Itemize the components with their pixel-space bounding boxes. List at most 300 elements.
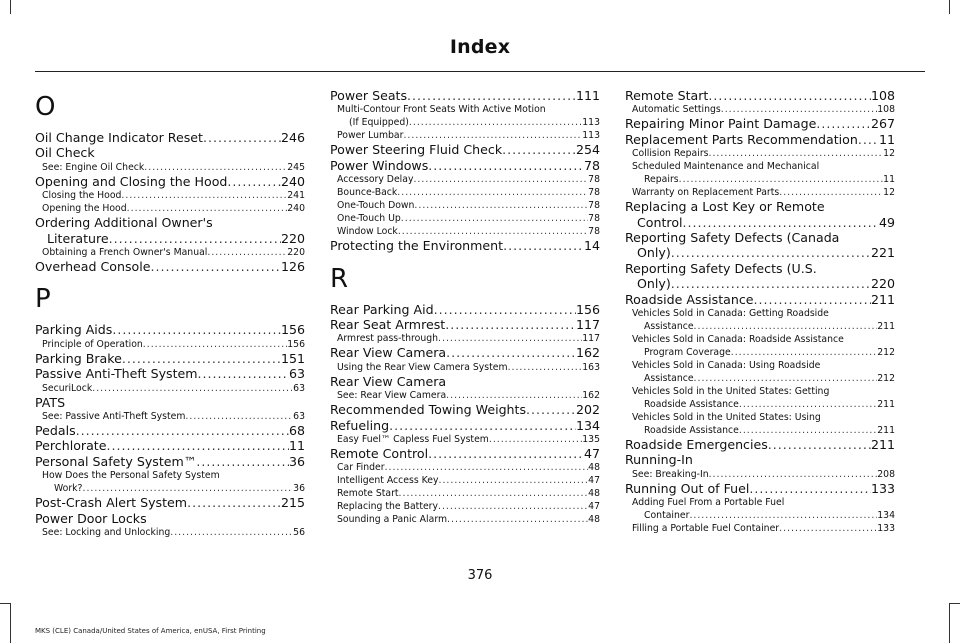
leader-dots	[399, 487, 589, 500]
entry-term: Parking Brake	[35, 350, 122, 366]
index-entry[interactable]	[625, 88, 895, 103]
print-footer: MKS (CLE) Canada/United States of America, enUSA, First Printing	[35, 627, 266, 635]
entry-page-number: 36	[288, 453, 305, 469]
entry-page-number: 211	[877, 321, 895, 333]
index-entry[interactable]	[35, 322, 305, 337]
leader-dots	[708, 88, 871, 103]
entry-term: Using the Rear View Camera System	[337, 361, 508, 373]
entry-page-number: 47	[588, 475, 600, 487]
index-entry[interactable]	[35, 423, 305, 438]
index-subentry[interactable]	[330, 186, 600, 199]
entry-term: (If Equipped)	[349, 117, 409, 129]
entry-term: See: Passive Anti-Theft System	[42, 411, 186, 423]
index-entry[interactable]	[330, 402, 600, 417]
leader-dots	[92, 382, 293, 395]
index-column-3	[625, 88, 895, 535]
index-subentry[interactable]	[330, 474, 600, 487]
entry-page-number: 163	[582, 361, 600, 373]
entry-page-number: 156	[575, 301, 600, 317]
entry-term: Power Windows	[330, 157, 429, 173]
leader-dots	[683, 215, 879, 230]
leader-dots	[721, 103, 877, 116]
entry-page-number: 267	[870, 116, 895, 132]
index-column-1	[35, 88, 305, 539]
entry-term: Closing the Hood	[42, 190, 122, 202]
entry-page-number: 162	[582, 390, 600, 402]
entry-page-number: 212	[877, 373, 895, 385]
entry-page-number: 63	[293, 411, 305, 423]
entry-page-number: 212	[877, 347, 895, 359]
entry-term: Remote Start	[337, 488, 399, 500]
index-subentry[interactable]	[35, 410, 305, 423]
entry-page-number: 211	[870, 437, 895, 453]
index-subentry[interactable]	[625, 509, 895, 522]
entry-page-number: 113	[582, 130, 600, 142]
entry-page-number: 220	[287, 247, 305, 259]
index-subentry[interactable]	[625, 346, 895, 359]
entry-term: Collision Repairs	[632, 148, 709, 160]
entry-term: Window Lock	[337, 226, 398, 238]
index-entry[interactable]: Replacing a Lost Key or Remote	[625, 199, 825, 215]
index-subentry[interactable]	[625, 372, 895, 385]
entry-page-number: 63	[293, 382, 305, 394]
index-subentry[interactable]	[35, 526, 305, 539]
index-letter-heading: O	[35, 92, 56, 122]
entry-page-number: 220	[870, 276, 895, 292]
entry-term: Armrest pass-through	[337, 333, 439, 345]
index-entry[interactable]	[625, 215, 895, 230]
entry-page-number: 151	[280, 350, 305, 366]
leader-dots	[144, 161, 287, 174]
entry-page-number: 134	[877, 510, 895, 522]
leader-dots	[749, 481, 871, 496]
index-entry[interactable]	[625, 292, 895, 307]
entry-page-number: 78	[583, 157, 600, 173]
index-subentry[interactable]: Vehicles Sold in Canada: Getting Roadside	[632, 308, 829, 320]
entry-page-number: 56	[293, 527, 305, 539]
index-subentry[interactable]	[35, 189, 305, 202]
index-letter-heading: P	[35, 284, 51, 315]
index-entry[interactable]	[330, 418, 600, 433]
leader-dots	[671, 245, 871, 260]
index-entry[interactable]	[330, 302, 600, 317]
entry-term: Refueling	[330, 417, 390, 433]
entry-term: Filling a Portable Fuel Container	[632, 523, 780, 535]
entry-term: Sounding a Panic Alarm	[337, 514, 448, 526]
entry-term: Oil Change Indicator Reset	[35, 130, 203, 145]
entry-page-number: 245	[287, 161, 305, 173]
index-subentry[interactable]	[625, 468, 895, 481]
leader-dots	[385, 461, 589, 474]
index-entry[interactable]	[35, 231, 305, 246]
index-subentry[interactable]	[330, 129, 600, 142]
entry-page-number: 48	[588, 488, 600, 500]
index-entry[interactable]: Running-In	[625, 452, 693, 468]
leader-dots	[503, 238, 584, 253]
leader-dots	[198, 366, 289, 381]
index-subentry[interactable]	[35, 482, 305, 495]
leader-dots	[122, 351, 281, 366]
entry-page-number: 211	[877, 425, 895, 437]
entry-page-number: 117	[575, 317, 600, 333]
entry-page-number: 156	[287, 338, 305, 350]
entry-term: Rear Parking Aid	[330, 301, 434, 317]
entry-term: Power Lumbar	[337, 130, 404, 142]
index-subentry[interactable]	[330, 173, 600, 186]
leader-dots	[109, 231, 281, 246]
leader-dots	[121, 189, 287, 202]
leader-dots	[671, 276, 871, 291]
index-entry[interactable]	[35, 495, 305, 510]
entry-term: Post-Crash Alert System	[35, 495, 188, 511]
entry-page-number: 240	[280, 173, 305, 189]
leader-dots	[694, 320, 878, 333]
leader-dots	[409, 116, 582, 129]
entry-term: Rear View Camera	[330, 345, 447, 361]
leader-dots	[768, 437, 871, 452]
index-entry[interactable]	[625, 437, 895, 452]
entry-page-number: 133	[877, 523, 895, 535]
entry-page-number: 134	[575, 417, 600, 433]
index-subentry[interactable]	[330, 199, 600, 212]
index-subentry[interactable]	[35, 161, 305, 174]
index-entry[interactable]	[35, 130, 305, 145]
leader-dots	[170, 526, 293, 539]
header-divider	[35, 71, 925, 72]
leader-dots	[779, 186, 883, 199]
entry-term: Remote Start	[625, 88, 709, 103]
index-subentry[interactable]	[625, 320, 895, 333]
index-entry[interactable]	[35, 438, 305, 453]
entry-term: Replacement Parts Recommendation	[625, 131, 858, 147]
entry-page-number: 240	[287, 203, 305, 215]
entry-term: SecuriLock	[42, 382, 93, 394]
entry-page-number: 117	[582, 333, 600, 345]
leader-dots	[438, 500, 588, 513]
index-subentry[interactable]	[330, 513, 600, 526]
entry-page-number: 211	[870, 291, 895, 307]
entry-term: Roadside Emergencies	[625, 437, 768, 453]
entry-page-number: 254	[575, 142, 600, 158]
entry-term: One-Touch Down	[337, 200, 415, 212]
index-column-2	[330, 88, 600, 526]
entry-page-number: 126	[280, 259, 305, 275]
leader-dots	[508, 361, 583, 374]
index-subentry[interactable]: Vehicles Sold in Canada: Using Roadside	[632, 360, 821, 372]
entry-term: Work?	[54, 483, 83, 495]
entry-page-number: 156	[280, 322, 305, 338]
index-subentry[interactable]	[330, 433, 600, 446]
leader-dots	[739, 424, 877, 437]
leader-dots	[739, 398, 877, 411]
index-subentry[interactable]	[35, 338, 305, 351]
entry-term: Running Out of Fuel	[625, 480, 750, 496]
leader-dots	[428, 446, 584, 461]
index-subentry[interactable]	[330, 500, 600, 513]
entry-term: Power Seats	[330, 88, 408, 103]
entry-term: Control	[637, 214, 683, 230]
entry-page-number: 47	[588, 501, 600, 513]
entry-term: Roadside Assistance	[644, 399, 739, 411]
leader-dots	[434, 302, 576, 317]
entry-page-number: 78	[588, 213, 600, 225]
page-title: Index	[449, 36, 511, 58]
entry-page-number: 63	[288, 366, 305, 382]
crop-mark-bottom-right-h	[950, 603, 960, 604]
entry-page-number: 11	[883, 174, 895, 186]
index-subentry[interactable]	[330, 487, 600, 500]
leader-dots	[414, 199, 588, 212]
index-subentry[interactable]	[330, 212, 600, 225]
index-entry[interactable]	[35, 259, 305, 274]
leader-dots	[439, 474, 589, 487]
entry-term: Protecting the Environment	[330, 238, 504, 254]
entry-term: See: Locking and Unlocking	[42, 527, 171, 539]
entry-term: Opening and Closing the Hood	[35, 173, 228, 189]
entry-term: Power Steering Fluid Check	[330, 142, 503, 158]
entry-page-number: 78	[588, 226, 600, 238]
entry-term: Only)	[637, 245, 671, 261]
entry-term: Overhead Console	[35, 259, 151, 275]
entry-term: One-Touch Up	[337, 213, 401, 225]
leader-dots	[389, 418, 576, 433]
index-entry[interactable]	[330, 158, 600, 173]
index-subentry[interactable]	[625, 398, 895, 411]
entry-term: Rear Seat Armrest	[330, 317, 446, 333]
entry-page-number: 48	[588, 462, 600, 474]
index-entry[interactable]: Power Door Locks	[35, 510, 147, 526]
entry-page-number: 47	[583, 446, 600, 462]
entry-page-number: 133	[870, 480, 895, 496]
entry-page-number: 211	[877, 399, 895, 411]
leader-dots	[227, 174, 281, 189]
crop-mark-top-left-v	[10, 0, 11, 14]
index-entry[interactable]: Ordering Additional Owner's	[35, 215, 213, 231]
entry-term: See: Breaking-In	[632, 468, 709, 480]
entry-term: Principle of Operation	[42, 338, 143, 350]
leader-dots	[112, 322, 281, 337]
entry-term: See: Rear View Camera	[337, 390, 447, 402]
leader-dots	[187, 495, 281, 510]
entry-page-number: 78	[588, 200, 600, 212]
leader-dots	[526, 402, 576, 417]
index-entry[interactable]	[625, 116, 895, 131]
index-subentry[interactable]: Adding Fuel From a Portable Fuel	[632, 497, 785, 509]
crop-mark-bottom-right-v	[949, 603, 950, 643]
entry-page-number: 108	[877, 104, 895, 116]
leader-dots	[446, 345, 576, 360]
entry-term: Car Finder	[337, 462, 385, 474]
leader-dots	[398, 225, 588, 238]
index-entry[interactable]: Oil Check	[35, 145, 95, 161]
entry-page-number: 162	[575, 345, 600, 361]
entry-term: Literature	[47, 230, 109, 246]
entry-term: Program Coverage	[644, 347, 731, 359]
leader-dots	[76, 423, 289, 438]
entry-term: See: Engine Oil Check	[42, 161, 145, 173]
leader-dots	[151, 259, 281, 274]
entry-page-number: 68	[288, 423, 305, 439]
index-subentry[interactable]	[625, 103, 895, 116]
index-subentry[interactable]: Scheduled Maintenance and Mechanical	[632, 161, 820, 173]
leader-dots	[447, 513, 588, 526]
leader-dots	[816, 116, 871, 131]
entry-term: Assistance	[644, 373, 694, 385]
entry-page-number: 113	[582, 117, 600, 129]
leader-dots	[185, 410, 293, 423]
index-entry[interactable]	[35, 454, 305, 469]
index-entry[interactable]	[625, 245, 895, 260]
index-subentry[interactable]	[330, 361, 600, 374]
leader-dots	[754, 292, 871, 307]
crop-mark-bottom-left-h	[0, 603, 10, 604]
leader-dots	[709, 468, 878, 481]
leader-dots	[679, 173, 884, 186]
index-subentry[interactable]: Vehicles Sold in the United States: Getting	[632, 386, 830, 398]
leader-dots	[428, 158, 584, 173]
index-entry[interactable]	[330, 345, 600, 360]
entry-term: Intelligent Access Key	[337, 475, 439, 487]
index-entry[interactable]: Rear View Camera	[330, 373, 447, 389]
entry-page-number: 246	[280, 130, 305, 145]
index-subentry[interactable]: Vehicles Sold in Canada: Roadside Assistance	[632, 334, 844, 346]
index-subentry[interactable]	[330, 332, 600, 345]
index-entry[interactable]	[35, 351, 305, 366]
index-entry[interactable]	[330, 446, 600, 461]
entry-term: Roadside Assistance	[625, 291, 754, 307]
entry-term: Opening the Hood	[42, 203, 127, 215]
index-subentry[interactable]: How Does the Personal Safety System	[42, 470, 220, 482]
entry-term: Easy Fuel™ Capless Fuel System	[337, 434, 489, 446]
index-subentry[interactable]	[330, 389, 600, 402]
index-entry[interactable]	[330, 238, 600, 253]
index-subentry[interactable]	[35, 246, 305, 259]
index-entry[interactable]: Reporting Safety Defects (U.S.	[625, 260, 817, 276]
entry-term: Perchlorate	[35, 438, 107, 454]
leader-dots	[407, 88, 576, 103]
entry-term: Recommended Towing Weights	[330, 402, 527, 418]
entry-page-number: 78	[588, 174, 600, 186]
index-subentry[interactable]	[625, 173, 895, 186]
index-letter-heading: R	[330, 263, 349, 294]
entry-term: Automatic Settings	[632, 104, 721, 116]
leader-dots	[82, 482, 293, 495]
leader-dots	[445, 317, 576, 332]
entry-page-number: 12	[883, 187, 895, 199]
entry-page-number: 108	[870, 88, 895, 103]
leader-dots	[446, 389, 582, 402]
entry-term: Warranty on Replacement Parts	[632, 187, 780, 199]
index-entry[interactable]	[330, 317, 600, 332]
index-subentry[interactable]	[35, 382, 305, 395]
entry-term: Container	[644, 510, 690, 522]
index-subentry[interactable]: Vehicles Sold in the United States: Using	[632, 412, 821, 424]
index-subentry[interactable]	[625, 186, 895, 199]
index-entry[interactable]: Reporting Safety Defects (Canada	[625, 230, 840, 246]
entry-term: Accessory Delay	[337, 174, 414, 186]
entry-term: Remote Control	[330, 446, 429, 462]
leader-dots	[438, 332, 582, 345]
index-entry[interactable]	[35, 366, 305, 381]
entry-term: Repairs	[644, 174, 679, 186]
leader-dots	[731, 346, 878, 359]
leader-dots	[502, 142, 576, 157]
leader-dots	[694, 372, 878, 385]
leader-dots	[207, 246, 287, 259]
leader-dots	[107, 438, 289, 453]
entry-page-number: 11	[288, 438, 305, 454]
index-subentry[interactable]	[35, 202, 305, 215]
leader-dots	[689, 509, 877, 522]
entry-page-number: 111	[575, 88, 600, 103]
leader-dots	[196, 454, 289, 469]
entry-term: Passive Anti-Theft System	[35, 366, 198, 382]
page-number: 376	[467, 568, 493, 583]
entry-page-number: 78	[588, 187, 600, 199]
entry-page-number: 11	[878, 131, 895, 147]
index-entry[interactable]	[35, 174, 305, 189]
entry-page-number: 14	[583, 238, 600, 254]
entry-page-number: 220	[280, 230, 305, 246]
leader-dots	[403, 129, 582, 142]
index-entry[interactable]	[330, 142, 600, 157]
entry-term: Only)	[637, 276, 671, 292]
leader-dots	[203, 130, 281, 145]
entry-page-number: 241	[287, 190, 305, 202]
entry-term: Obtaining a French Owner's Manual	[42, 247, 208, 259]
index-entry[interactable]	[625, 481, 895, 496]
crop-mark-bottom-left-v	[10, 603, 11, 643]
index-subentry[interactable]	[625, 147, 895, 160]
index-entry[interactable]	[625, 276, 895, 291]
index-subentry[interactable]	[330, 225, 600, 238]
entry-page-number: 36	[293, 483, 305, 495]
crop-mark-top-right-v	[949, 0, 950, 14]
entry-page-number: 221	[870, 245, 895, 261]
entry-term: Bounce-Back	[337, 187, 398, 199]
entry-page-number: 202	[575, 402, 600, 418]
leader-dots	[858, 132, 879, 147]
entry-term: Repairing Minor Paint Damage	[625, 116, 817, 132]
index-subentry[interactable]	[625, 522, 895, 535]
entry-term: Personal Safety System™	[35, 453, 197, 469]
entry-term: Replacing the Battery	[337, 501, 439, 513]
entry-page-number: 208	[877, 468, 895, 480]
index-entry[interactable]	[330, 88, 600, 103]
index-subentry[interactable]: Multi-Contour Front Seats With Active Motion	[337, 104, 546, 116]
leader-dots	[143, 338, 287, 351]
entry-page-number: 12	[883, 148, 895, 160]
entry-page-number: 135	[582, 434, 600, 446]
entry-page-number: 49	[878, 214, 895, 230]
leader-dots	[413, 173, 588, 186]
entry-term: Assistance	[644, 321, 694, 333]
entry-term: Parking Aids	[35, 322, 113, 338]
leader-dots	[489, 433, 582, 446]
index-entry[interactable]: PATS	[35, 394, 66, 410]
index-subentry[interactable]	[330, 461, 600, 474]
index-subentry[interactable]	[330, 116, 600, 129]
leader-dots	[127, 202, 288, 215]
leader-dots	[397, 186, 588, 199]
index-entry[interactable]	[625, 132, 895, 147]
leader-dots	[709, 147, 884, 160]
leader-dots	[779, 522, 877, 535]
index-subentry[interactable]	[625, 424, 895, 437]
entry-term: Pedals	[35, 423, 76, 439]
entry-page-number: 215	[280, 495, 305, 511]
leader-dots	[401, 212, 588, 225]
